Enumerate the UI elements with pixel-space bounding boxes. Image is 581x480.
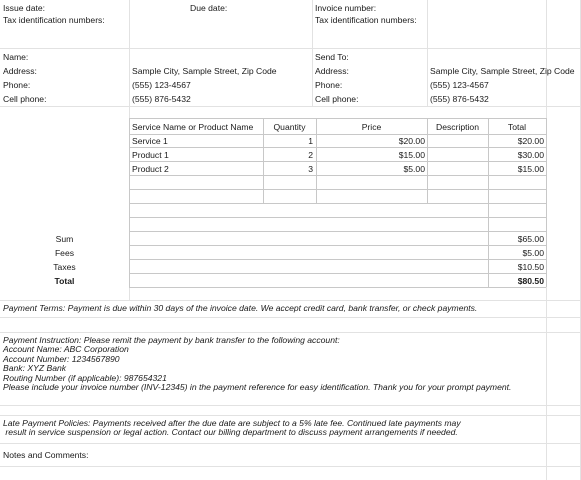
cell-phone-label: Cell phone: [3,94,47,104]
issue-date-label: Issue date: [3,3,46,13]
grid-line [0,106,581,107]
name-label: Name: [3,52,29,62]
grid-line [0,443,581,444]
account-name-line: Account Name: ABC Corporation [3,344,129,355]
sender-phone: (555) 123-4567 [132,80,191,90]
item-quantity: 2 [308,150,313,160]
table-border [129,118,130,287]
recipient-phone-label: Phone: [315,80,343,90]
payment-terms: Payment Terms: Payment is due within 30 days of the invoice date. We accept credit card, bank transfer, or check payments. [3,303,478,313]
routing-number-line: Routing Number (if applicable): 987654321 [3,372,167,383]
late-payment-policies [3,419,461,438]
payment-instruction-line: Payment Instruction: Please remit the payment by bank transfer to the following account: [3,335,340,345]
item-total: $30.00 [517,150,544,160]
phone-label: Phone: [3,80,31,90]
recipient-address-label: Address: [315,66,349,76]
total-value: $80.50 [517,276,544,286]
column-header-quantity: Quantity [273,122,306,132]
item-total: $20.00 [517,136,544,146]
item-price: $20.00 [398,136,425,146]
table-border [129,273,546,274]
due-date-label: Due date: [190,3,228,13]
item-total: $15.00 [517,164,544,174]
item-quantity: 3 [308,164,313,174]
recipient-cell: (555) 876-5432 [430,94,489,104]
grid-line [427,0,428,106]
sum-label: Sum [55,234,74,244]
table-border [129,189,546,190]
total-label: Total [54,276,75,286]
grid-line [0,405,581,406]
sum-value: $65.00 [517,234,544,244]
grid-line [0,300,581,301]
item-quantity: 1 [308,136,313,146]
table-border [129,147,546,148]
grid-line [0,48,581,49]
table-border [546,118,547,287]
late-payment-line: Late Payment Policies: Payments received after the due date are subject to a 5% late fee. Continued late payments may [3,418,461,428]
fees-value: $5.00 [522,248,544,258]
table-border [129,217,546,218]
payment-instruction [3,336,511,392]
recipient-cell-label: Cell phone: [315,94,359,104]
column-header-total: Total [507,122,527,132]
taxes-value: $10.50 [517,262,544,272]
table-border [129,161,546,162]
tax-id-label-right: Tax identification numbers: [315,15,417,25]
fees-label: Fees [54,248,75,258]
item-price: $15.00 [398,150,425,160]
table-border [129,134,546,135]
table-border [129,231,546,232]
table-border [129,287,546,288]
sender-address: Sample City, Sample Street, Zip Code [132,66,277,76]
table-border [129,203,546,204]
item-name: Service 1 [132,136,168,146]
grid-line [0,466,581,467]
table-border [129,245,546,246]
grid-line [0,332,581,333]
late-payment-line: result in service suspension or legal action. Contact our billing department to discuss payment arrangements if needed. [3,427,458,438]
notes-label: Notes and Comments: [3,450,89,460]
grid-line [0,415,581,416]
invoice-reference-line: Please include your invoice number (INV-12345) in the payment reference for easy identification. Thank you for your prompt payment. [3,382,512,393]
table-border [129,175,546,176]
column-header-price: Price [361,122,382,132]
recipient-address: Sample City, Sample Street, Zip Code [430,66,575,76]
column-header-description: Description [436,122,479,132]
table-border [129,259,546,260]
table-border [129,118,546,119]
send-to-label: Send To: [315,52,349,62]
item-name: Product 1 [132,150,169,160]
invoice-number-label: Invoice number: [315,3,377,13]
sender-cell: (555) 876-5432 [132,94,191,104]
taxes-label: Taxes [53,262,76,272]
tax-id-label: Tax identification numbers: [3,15,105,25]
item-price: $5.00 [403,164,425,174]
bank-line: Bank: XYZ Bank [3,363,67,374]
item-name: Product 2 [132,164,169,174]
grid-line [0,317,581,318]
recipient-phone: (555) 123-4567 [430,80,489,90]
grid-line [312,0,313,106]
account-number-line: Account Number: 1234567890 [3,353,120,364]
column-header-service: Service Name or Product Name [132,122,254,132]
address-label: Address: [3,66,37,76]
